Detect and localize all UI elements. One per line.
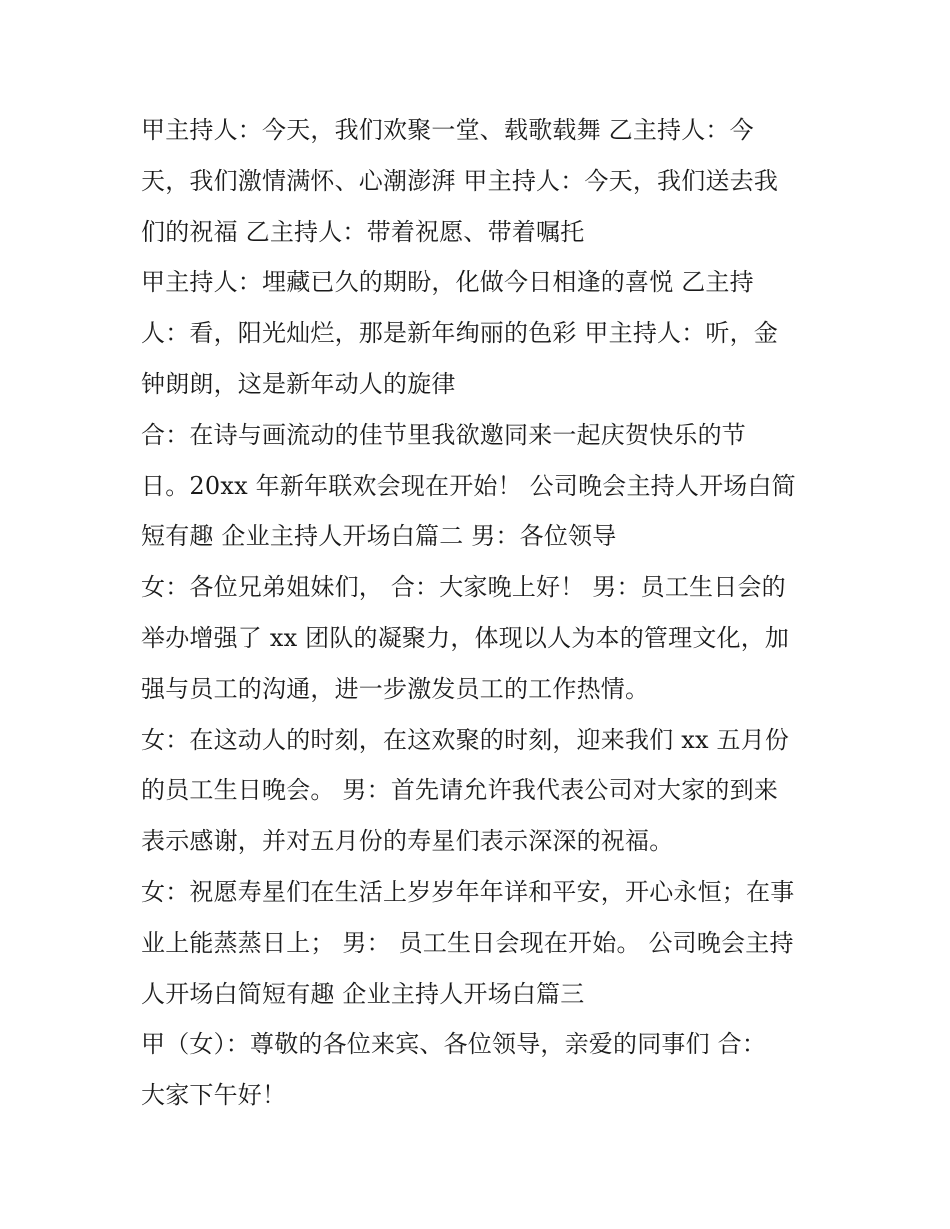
text-line: 甲（女）：尊敬的各位来宾、各位领导，亲爱的同事们 合： xyxy=(141,1030,767,1059)
text-line: 们的祝福 乙主持人：带着祝愿、带着嘱托 xyxy=(141,217,585,246)
text-line: 人：看，阳光灿烂，那是新年绚丽的色彩 甲主持人：听，金 xyxy=(141,319,779,348)
text-line: 短有趣 企业主持人开场白篇二 男：各位领导 xyxy=(141,522,617,551)
text-line: 人开场白简短有趣 企业主持人开场白篇三 xyxy=(141,979,585,1008)
text-line: 大家下午好！ xyxy=(141,1081,287,1110)
text-line: 天，我们激情满怀、心潮澎湃 甲主持人：今天，我们送去我 xyxy=(141,166,779,195)
text-line: 业上能蒸蒸日上； 男： 员工生日会现在开始。 公司晚会主持 xyxy=(141,928,794,957)
text-line: 合：在诗与画流动的佳节里我欲邀同来一起庆贺快乐的节 xyxy=(141,420,746,449)
text-line: 的员工生日晚会。 男：首先请允许我代表公司对大家的到来 xyxy=(141,776,779,805)
text-line: 强与员工的沟通，进一步激发员工的工作热情。 xyxy=(141,674,650,703)
text-line: 钟朗朗，这是新年动人的旋律 xyxy=(141,369,456,398)
text-line: 女：祝愿寿星们在生活上岁岁年年详和平安，开心永恒；在事 xyxy=(141,877,795,906)
text-line: 举办增强了 xx 团队的凝聚力，体现以人为本的管理文化，加 xyxy=(141,623,790,652)
text-line: 女：各位兄弟姐妹们， 合：大家晚上好！ 男：员工生日会的 xyxy=(141,573,786,602)
text-line: 甲主持人：埋藏已久的期盼，化做今日相逢的喜悦 乙主持 xyxy=(141,268,754,297)
text-line: 表示感谢，并对五月份的寿星们表示深深的祝福。 xyxy=(141,827,674,856)
document-body xyxy=(141,105,821,1121)
text-line: 甲主持人：今天，我们欢聚一堂、载歌载舞 乙主持人：今 xyxy=(141,116,754,144)
text-line: 女：在这动人的时刻，在这欢聚的时刻，迎来我们 xx 五月份 xyxy=(141,725,790,754)
text-line: 日。20xx 年新年联欢会现在开始！ 公司晚会主持人开场白简 xyxy=(141,471,796,500)
